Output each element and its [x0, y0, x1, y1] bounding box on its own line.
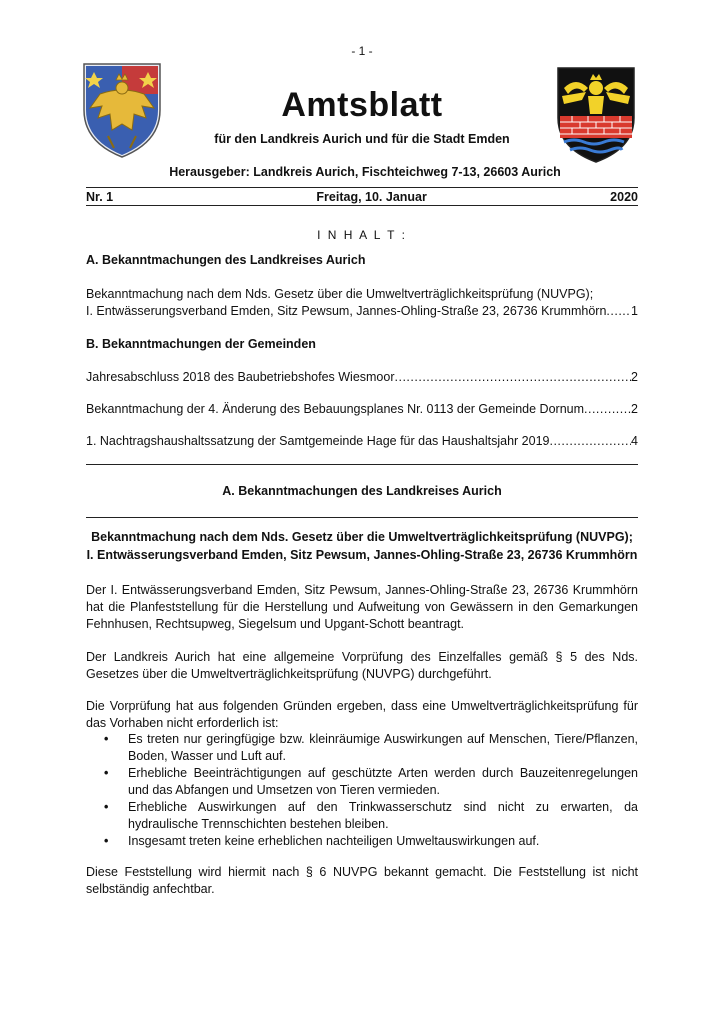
toc-b-item-page: 2 — [631, 370, 638, 384]
toc-leader-dots — [584, 402, 631, 416]
publisher-line: Herausgeber: Landkreis Aurich, Fischteichweg 7-13, 26603 Aurich — [169, 165, 561, 179]
notice-paragraph-3: Die Vorprüfung hat aus folgenden Gründen ergeben, dass eine Umweltverträglichkeitsprüfung für das Vorhaben nicht erforderlich ist: — [86, 699, 638, 730]
toc-section-a: A. Bekanntmachungen des Landkreises Aurich — [86, 253, 366, 267]
toc-b-item-page: 2 — [631, 402, 638, 416]
toc-leader-dots — [549, 434, 631, 448]
toc-b-item-text: Bekanntmachung der 4. Änderung des Bebauungsplanes Nr. 0113 der Gemeinde Dornum — [86, 402, 585, 416]
toc-heading: I N H A L T : — [317, 228, 407, 242]
toc-b-item — [86, 434, 638, 448]
toc-b-item — [86, 370, 638, 384]
list-item: • Insgesamt treten keine erheblichen nachteiligen Umweltauswirkungen auf. — [86, 833, 638, 850]
toc-b-item-page: 4 — [631, 434, 638, 448]
toc-leader-dots — [606, 304, 631, 318]
toc-a-item-line2 — [86, 304, 638, 318]
notice-paragraph-2: Der Landkreis Aurich hat eine allgemeine Vorprüfung des Einzelfalles gemäß § 5 des Nds. Gesetzes über die Umweltverträglichkeitsprüfung (NUVPG) durchgeführt. — [86, 650, 638, 681]
gazette-subtitle: für den Landkreis Aurich und für die Stadt Emden — [214, 132, 510, 146]
toc-a-item-page: 1 — [631, 304, 638, 318]
page-number: - 1 - — [351, 44, 373, 58]
toc-a-item-line1: Bekanntmachung nach dem Nds. Gesetz über die Umweltverträglichkeitsprüfung (NUVPG); — [86, 287, 594, 301]
notice-paragraph-1: Der I. Entwässerungsverband Emden, Sitz Pewsum, Jannes-Ohling-Straße 23, 26736 Krummhörn hat die Planfeststellung für die Herstellung und Aufweitung von Gewässern in den Gemarkungen Fehnhusen, Rechtsupweg, Siegelsum und Upgant-Schott beantragt. — [86, 583, 638, 631]
list-item: • Erhebliche Auswirkungen auf den Trinkwasserschutz sind nicht zu erwarten, da hydraulische Trennschichten bestehen bleiben. — [86, 799, 638, 833]
notice-title-line1: Bekanntmachung nach dem Nds. Gesetz über die Umweltverträglichkeitsprüfung (NUVPG); — [91, 530, 633, 544]
list-item: • Es treten nur geringfügige bzw. kleinräumige Auswirkungen auf Menschen, Tiere/Pflanzen, Boden, Wasser und Luft auf. — [86, 731, 638, 765]
toc-b-item-text: Jahresabschluss 2018 des Baubetriebshofes Wiesmoor — [86, 370, 395, 384]
header-rule-top — [86, 187, 638, 188]
notice-paragraph-4: Diese Feststellung wird hiermit nach § 6 NUVPG bekannt gemacht. Die Feststellung ist nicht selbständig anfechtbar. — [86, 865, 638, 896]
issue-date: Freitag, 10. Januar — [316, 190, 427, 204]
header-rule-bottom — [86, 205, 638, 206]
toc-b-item — [86, 402, 638, 416]
section-rule — [86, 517, 638, 518]
issue-row — [86, 190, 638, 204]
findings-list — [86, 731, 638, 850]
toc-a-item-text: I. Entwässerungsverband Emden, Sitz Pewsum, Jannes-Ohling-Straße 23, 26736 Krummhörn — [86, 304, 607, 318]
notice-title-line2: I. Entwässerungsverband Emden, Sitz Pewsum, Jannes-Ohling-Straße 23, 26736 Krummhörn — [86, 548, 638, 562]
body-section-heading: A. Bekanntmachungen des Landkreises Aurich — [222, 484, 502, 498]
gazette-title: Amtsblatt — [281, 86, 443, 124]
toc-b-item-text: 1. Nachtragshaushaltssatzung der Samtgemeinde Hage für das Haushaltsjahr 2019 — [86, 434, 550, 448]
toc-section-b: B. Bekanntmachungen der Gemeinden — [86, 337, 316, 351]
issue-year: 2020 — [610, 190, 638, 204]
issue-number: Nr. 1 — [86, 190, 114, 204]
list-item: • Erhebliche Beeinträchtigungen auf geschützte Arten werden durch Bauzeitenregelungen und das Abfangen und Umsetzen von Tieren vermieden. — [86, 765, 638, 799]
toc-leader-dots — [395, 370, 632, 384]
toc-end-rule — [86, 464, 638, 465]
